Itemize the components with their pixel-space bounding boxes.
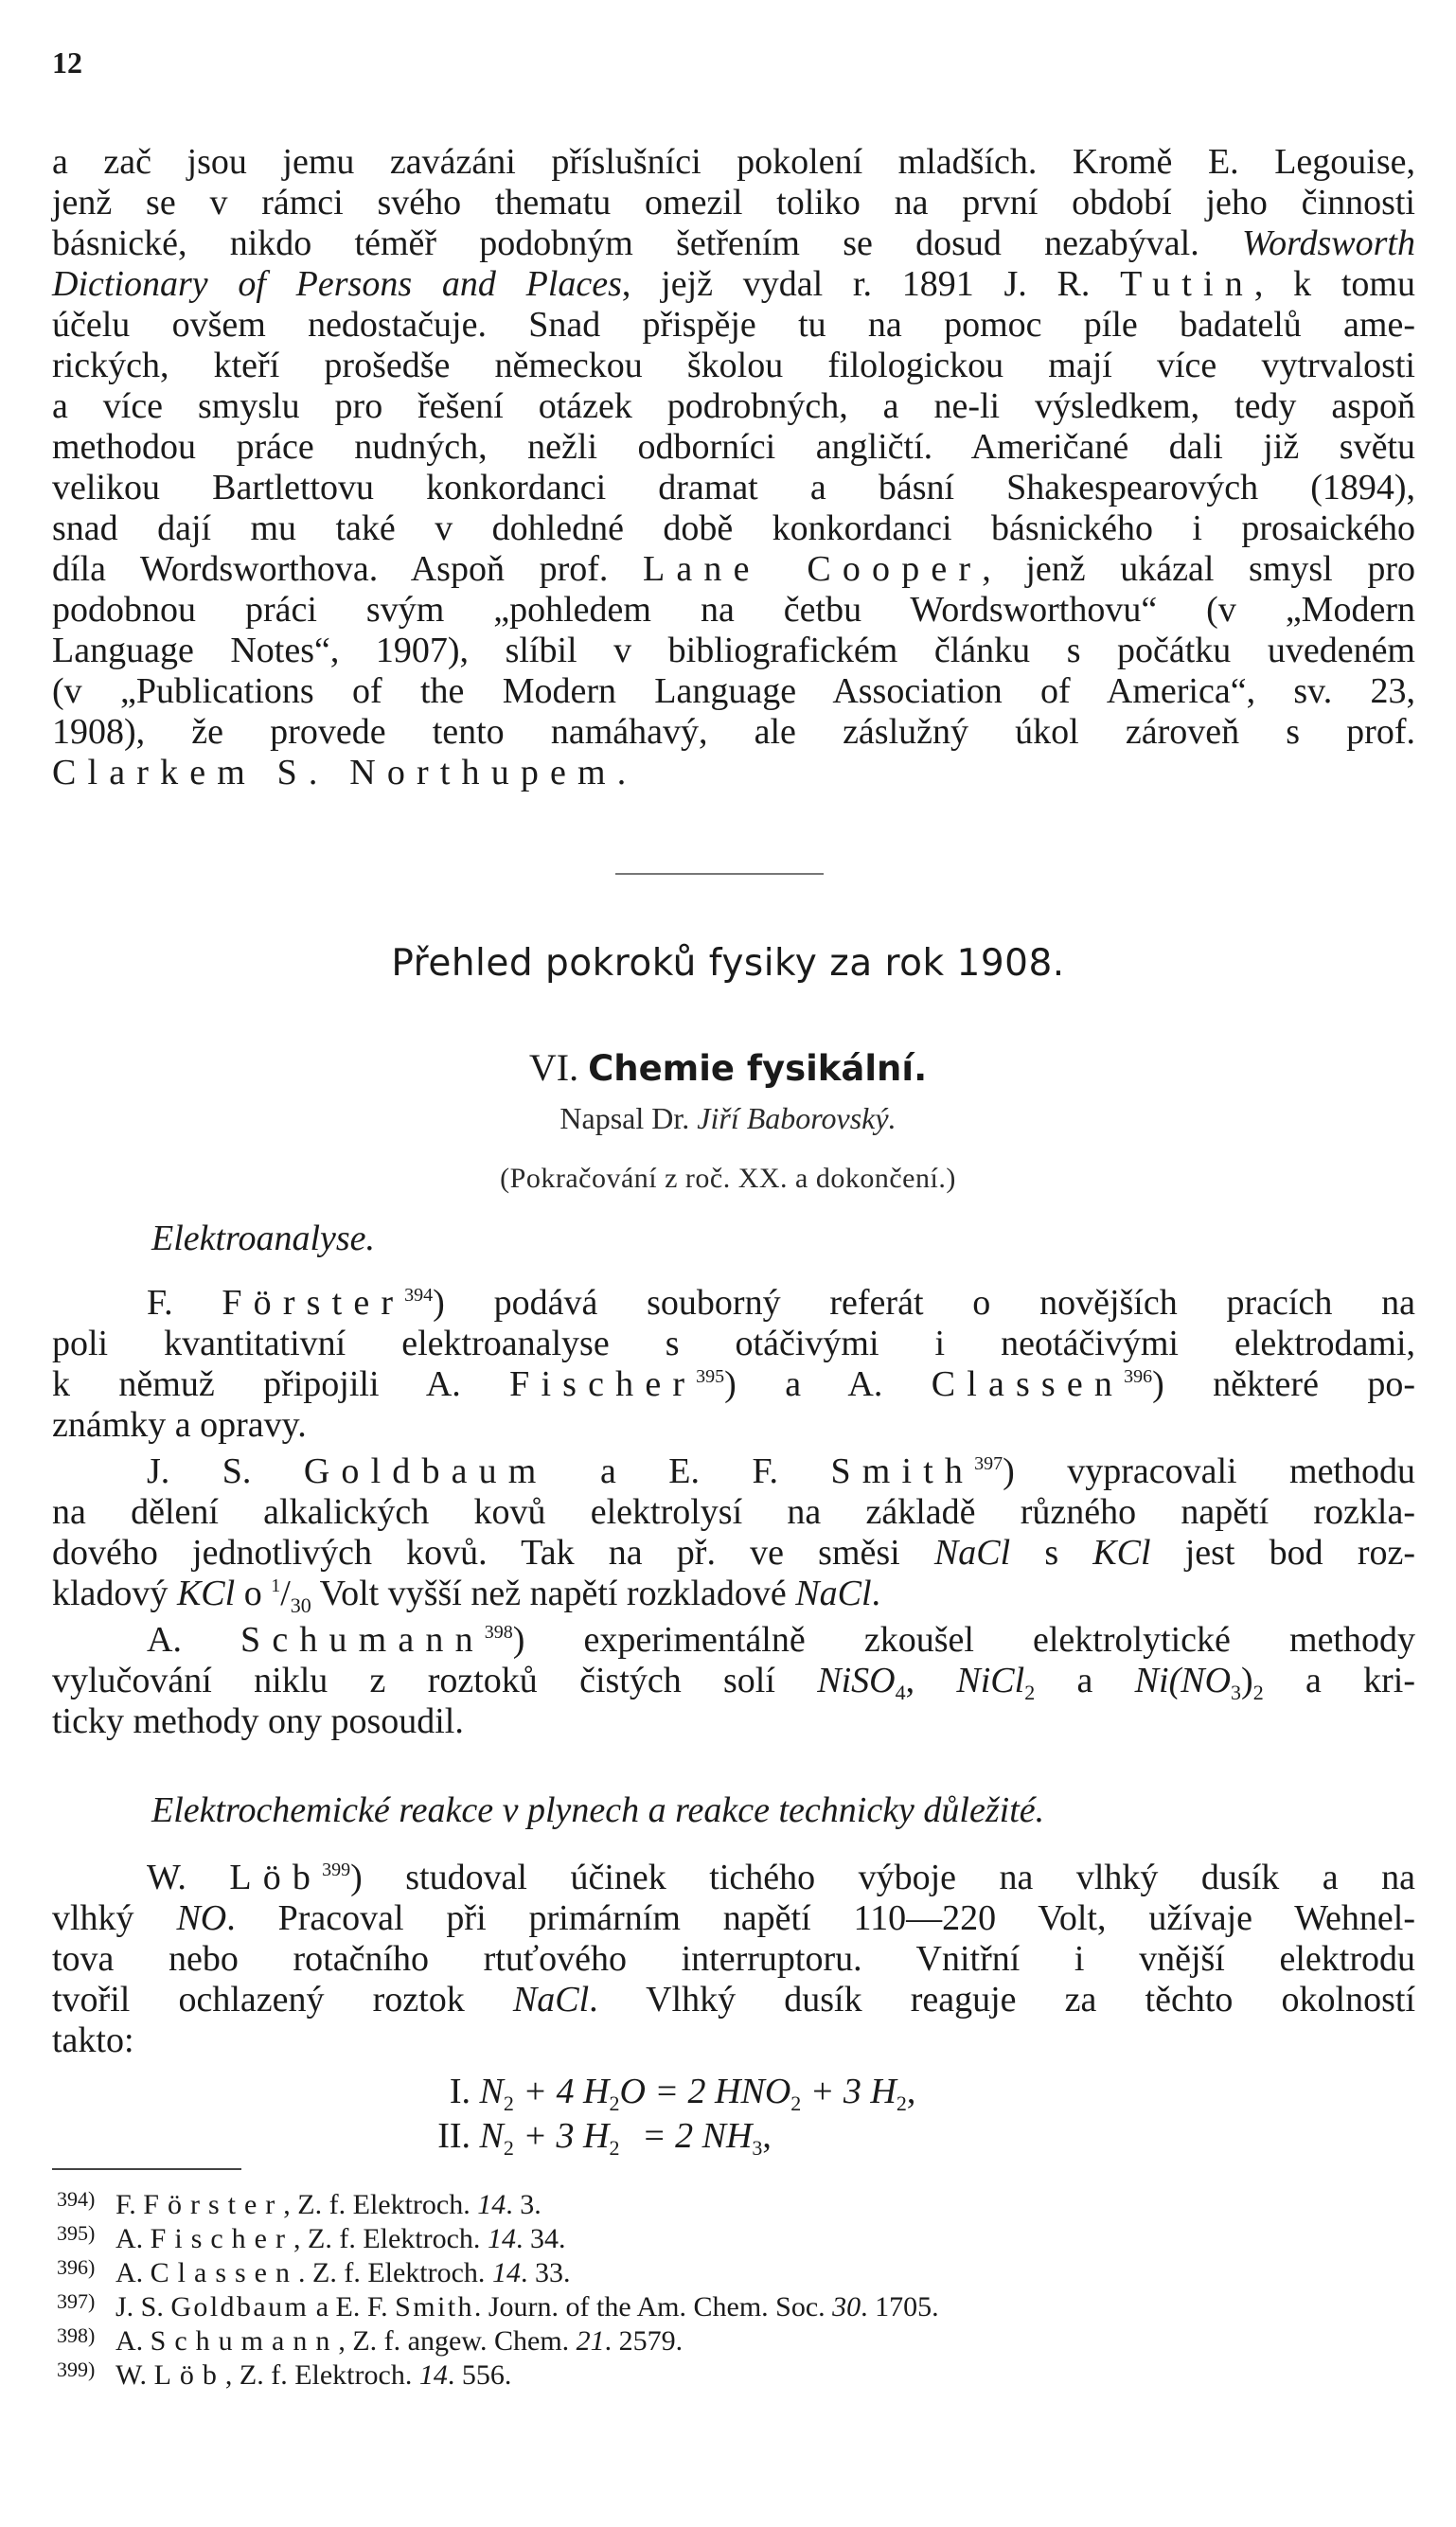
text-run: . Vlhký dusík reaguje za těchto okolností: [589, 1980, 1416, 2020]
section-divider: [615, 873, 824, 875]
text-run: A.: [147, 1620, 241, 1660]
footnote-mark: 397): [57, 2289, 96, 2313]
intro-paragraph: [52, 142, 1415, 793]
text-line: velikou Bartlettovu konkordanci dramat a básní Shakespearových (1894),: [52, 468, 1415, 507]
page-ref: . 2579.: [604, 2325, 684, 2357]
author-name: Lane Cooper: [643, 549, 983, 589]
text-run: ,: [762, 2116, 772, 2156]
citation: W.: [115, 2359, 154, 2391]
text-run: ,: [906, 2072, 916, 2111]
volume: 14: [491, 2257, 521, 2288]
author-name: Förster: [222, 1283, 405, 1323]
paragraph-schumann: [52, 1620, 1415, 1742]
text-line: poli kvantitativní elektroanalyse s otáčivými i neotáčivými elektrodami,: [52, 1324, 1415, 1363]
text-run: ) experimentálně zkoušel elektrolytické methody: [512, 1620, 1415, 1660]
text-run: ) některé po-: [1152, 1364, 1415, 1404]
author-name: Fischer: [509, 1364, 697, 1404]
text-line: [52, 264, 1415, 305]
text-run: . Pracoval při primárním napětí 110—220 Volt, užívaje Wehnel-: [226, 1898, 1415, 1938]
footnote-mark: 396): [57, 2255, 96, 2279]
citation: a E. F.: [309, 2291, 396, 2322]
text-line: ticky methody ony posoudil.: [52, 1701, 464, 1741]
subscript: 2: [790, 2091, 802, 2115]
text-run: tvořil ochlazený roztok: [52, 1980, 513, 2020]
volume: 14: [418, 2359, 448, 2391]
citation: , Z. f. Elektroch.: [283, 2189, 478, 2220]
author-name: Goldbaum: [170, 2291, 310, 2322]
text-line: [52, 1533, 1415, 1574]
fraction-numerator: 1: [271, 1575, 281, 1596]
formula: Ni(NO: [1134, 1661, 1232, 1700]
formula: KCl: [1092, 1533, 1151, 1573]
formula: + 3 H: [801, 2072, 897, 2111]
subscript: 2: [503, 2091, 514, 2115]
text-line: [52, 1283, 1415, 1324]
text-run: o: [235, 1574, 272, 1613]
paragraph-goldbaum: [52, 1451, 1415, 1617]
paragraph-forster: [52, 1283, 1415, 1446]
text-run: ) studoval účinek tichého výboje na vlhký dusík a na: [350, 1858, 1415, 1897]
subscript: 2: [1024, 1681, 1036, 1704]
text-line: [52, 1620, 1415, 1661]
author-name: Förster: [143, 2189, 284, 2220]
subhead-gas-reactions: Elektrochemické reakce v plynech a reakce technicky důležité.: [151, 1790, 1045, 1830]
footnote-mark: 394): [57, 2187, 96, 2211]
section-heading: [0, 1045, 1456, 1090]
formula: N: [479, 2072, 504, 2111]
text-line: 1908), že provede tento namáhavý, ale záslužný úkol zároveň s prof.: [52, 712, 1415, 752]
text-line: účelu ovšem nedostačuje. Snad přispěje tu na pomoc píle badatelů ame-: [52, 305, 1415, 345]
text-run: ) vypracovali methodu: [1003, 1451, 1415, 1491]
formula: NiSO: [817, 1661, 896, 1700]
fraction-denominator: 30: [290, 1593, 311, 1617]
volume: 30: [832, 2291, 861, 2322]
volume: 14: [487, 2223, 516, 2254]
text-line: [52, 549, 1415, 590]
subscript: 2: [1252, 1681, 1264, 1704]
footnote-ref: 396: [1124, 1366, 1153, 1387]
text-line: [52, 223, 1415, 264]
footnote: [57, 2286, 939, 2323]
section-number: VI.: [528, 1046, 579, 1089]
page-ref: . 556.: [447, 2359, 512, 2391]
author-name: Smith: [830, 1451, 975, 1491]
formula: NO: [176, 1898, 227, 1938]
citation: A.: [115, 2325, 151, 2357]
citation: . Z. f. Elektroch.: [298, 2257, 492, 2288]
formula: O = 2 HNO: [619, 2072, 791, 2111]
author-name: Classen: [150, 2257, 298, 2288]
text-run: k němuž připojili A.: [52, 1364, 510, 1404]
citation: J. S.: [115, 2291, 171, 2322]
book-title: Dictionary of Persons and Places: [52, 264, 622, 304]
text-run: ): [1241, 1661, 1253, 1700]
subscript: 2: [503, 2136, 514, 2160]
footnote: [57, 2320, 683, 2358]
text-line: snad dají mu také v dohledné době konkordanci básnického i prosaického: [52, 508, 1415, 548]
text-run: F.: [147, 1283, 222, 1323]
formula: = 2 NH: [632, 2116, 753, 2156]
text-line: a více smyslu pro řešení otázek podrobných, a ne-li výsledkem, tedy aspoň: [52, 386, 1415, 426]
text-run: vylučování niklu z roztoků čistých solí: [52, 1661, 818, 1700]
text-run: , jenž ukázal smysl pro: [982, 549, 1415, 589]
text-run: Volt vyšší než napětí rozkladové: [311, 1574, 796, 1613]
text-line: rických, kteří prošedše německou školou filologickou mají více vytrvalosti: [52, 346, 1415, 385]
text-run: a E. F.: [547, 1451, 831, 1491]
subhead-electroanalysis: Elektroanalyse.: [151, 1219, 376, 1258]
text-line: [52, 1451, 1415, 1492]
formula: + 3 H: [513, 2116, 610, 2156]
text-line: tova nebo rotačního rtuťového interruptoru. Vnitřní i vnější elektrodu: [52, 1939, 1415, 1979]
text-line: takto:: [52, 2020, 134, 2060]
text-line: [52, 1661, 1416, 1704]
formula: KCl: [176, 1574, 236, 1613]
footnote-ref: 397: [974, 1453, 1003, 1474]
text-run: ,: [905, 1661, 957, 1700]
formula: + 4 H: [513, 2072, 610, 2111]
text-line: [52, 1980, 1415, 2020]
author-name: Schumann: [150, 2325, 339, 2357]
text-run: ) podává souborný referát o novějších pracích na: [433, 1283, 1415, 1323]
footnote-divider: [52, 2168, 241, 2170]
text-run: , jejž vydal r. 1891 J. R.: [621, 264, 1121, 304]
formula: NaCl: [933, 1533, 1011, 1573]
section-title: Chemie fysikální.: [588, 1048, 928, 1089]
subscript: 3: [752, 2136, 763, 2160]
footnote-ref: 395: [696, 1366, 725, 1387]
citation: , Z. f. Elektroch.: [293, 2223, 488, 2254]
subscript: 3: [1231, 1681, 1242, 1704]
author-name: Löb: [153, 2359, 225, 2391]
text-line: a zač jsou jemu zavázáni příslušníci pokolení mladších. Kromě E. Legouise,: [52, 142, 1415, 182]
text-line: (v „Publications of the Modern Language Association of America“, sv. 23,: [52, 671, 1415, 711]
text-line: podobnou práci svým „pohledem na četbu Wordsworthovu“ (v „Modern: [52, 590, 1415, 630]
text-line: [52, 1898, 1415, 1939]
author-name: Goldbaum: [303, 1451, 548, 1491]
text-run: vlhký: [52, 1898, 177, 1938]
text-run: básnické, nikdo téměř podobným šetřením se dosud nezabýval.: [52, 223, 1242, 263]
author-name: Schumann: [240, 1620, 485, 1660]
author-name: Löb: [229, 1858, 323, 1897]
text-line: Clarkem S. Northupem.: [52, 753, 638, 792]
paragraph-lob: [52, 1858, 1415, 2061]
formula: NiCl: [956, 1661, 1025, 1700]
text-line: Language Notes“, 1907), slíbil v bibliografickém článku s počátku uvedeném: [52, 631, 1415, 670]
equation-1: [421, 2071, 916, 2115]
page-ref: . 34.: [515, 2223, 566, 2254]
footnote-mark: 395): [57, 2221, 96, 2245]
volume: 21: [576, 2325, 605, 2357]
equation-2: [407, 2115, 772, 2160]
citation: , Z. f. angew. Chem.: [338, 2325, 577, 2357]
text-run: kladový: [52, 1574, 177, 1613]
footnote: 396) A. Classen. Z. f. Elektroch. 14. 33.: [57, 2251, 570, 2289]
author-name: Jiří Baborovský.: [697, 1101, 897, 1135]
text-line: methodou práce nudných, nežli odborníci angličtí. Američané dali již světu: [52, 427, 1415, 467]
formula: NaCl: [795, 1574, 872, 1613]
subscript: 4: [895, 1681, 906, 1704]
wordsworth-italic: Wordsworth: [1241, 223, 1415, 263]
subscript: 2: [609, 2091, 620, 2115]
text-run: jest bod roz-: [1150, 1533, 1415, 1573]
formula: N: [479, 2116, 504, 2156]
text-line: jenž se v rámci svého thematu omezil toliko na první období jeho činnosti: [52, 183, 1415, 222]
citation: , Z. f. Elektroch.: [224, 2359, 419, 2391]
footnote-mark: 398): [57, 2323, 96, 2347]
volume: 14: [477, 2189, 506, 2220]
footnote: 395) A. Fischer, Z. f. Elektroch. 14. 34.: [57, 2217, 565, 2255]
text-run: a: [1035, 1661, 1135, 1700]
text-line: známky a opravy.: [52, 1405, 307, 1445]
text-line: kladový KCl o $^1/_{30}$ Volt vyšší než napětí rozkladové NaCl.: [52, 1574, 880, 1617]
footnote-ref: 394: [404, 1285, 434, 1306]
continuation-note: (Pokračování z roč. XX. a dokončení.): [500, 1163, 956, 1194]
citation: . Journ. of the Am. Chem. Soc.: [473, 2291, 833, 2322]
text-run: W.: [147, 1858, 230, 1897]
equation-label: II.: [437, 2116, 471, 2156]
text-run: ) a A.: [724, 1364, 932, 1404]
subscript: 2: [609, 2136, 620, 2160]
text-run: J. S.: [147, 1451, 304, 1491]
page-ref: . 3.: [506, 2189, 542, 2220]
article-title: Přehled pokroků fysiky za rok 1908.: [391, 942, 1065, 985]
footnote: [57, 2354, 511, 2392]
footnote-mark: 399): [57, 2358, 96, 2381]
subscript: 2: [896, 2091, 907, 2115]
page-number: 12: [52, 45, 82, 80]
page-ref: . 33.: [520, 2257, 571, 2288]
equation-label: I.: [449, 2072, 471, 2111]
footnote: 394) F. Förster, Z. f. Elektroch. 14. 3.: [57, 2183, 542, 2221]
text-run: .: [871, 1574, 880, 1613]
text-line: [52, 1858, 1415, 1898]
text-run: , k tomu: [1253, 264, 1415, 304]
text-run: dového jednotlivých kovů. Tak na př. ve směsi: [52, 1533, 934, 1573]
text-line: [52, 1364, 1415, 1405]
footnote-ref: 398: [484, 1622, 513, 1643]
author-name: Fischer: [150, 2223, 293, 2254]
text-line: na dělení alkalických kovů elektrolysí na základě různého napětí rozkla-: [52, 1492, 1415, 1532]
text-run: a kri-: [1263, 1661, 1416, 1700]
formula: NaCl: [512, 1980, 590, 2020]
author-name: Classen: [931, 1364, 1125, 1404]
author-name: Smith: [395, 2291, 474, 2322]
text-run: díla Wordsworthova. Aspoň prof.: [52, 549, 644, 589]
footnote-ref: 399: [322, 1860, 351, 1880]
author-name: Tutin: [1120, 264, 1254, 304]
page-ref: . 1705.: [861, 2291, 939, 2322]
author-prefix: Napsal Dr.: [559, 1101, 698, 1135]
text-run: s: [1010, 1533, 1093, 1573]
author-line: [0, 1101, 1456, 1136]
